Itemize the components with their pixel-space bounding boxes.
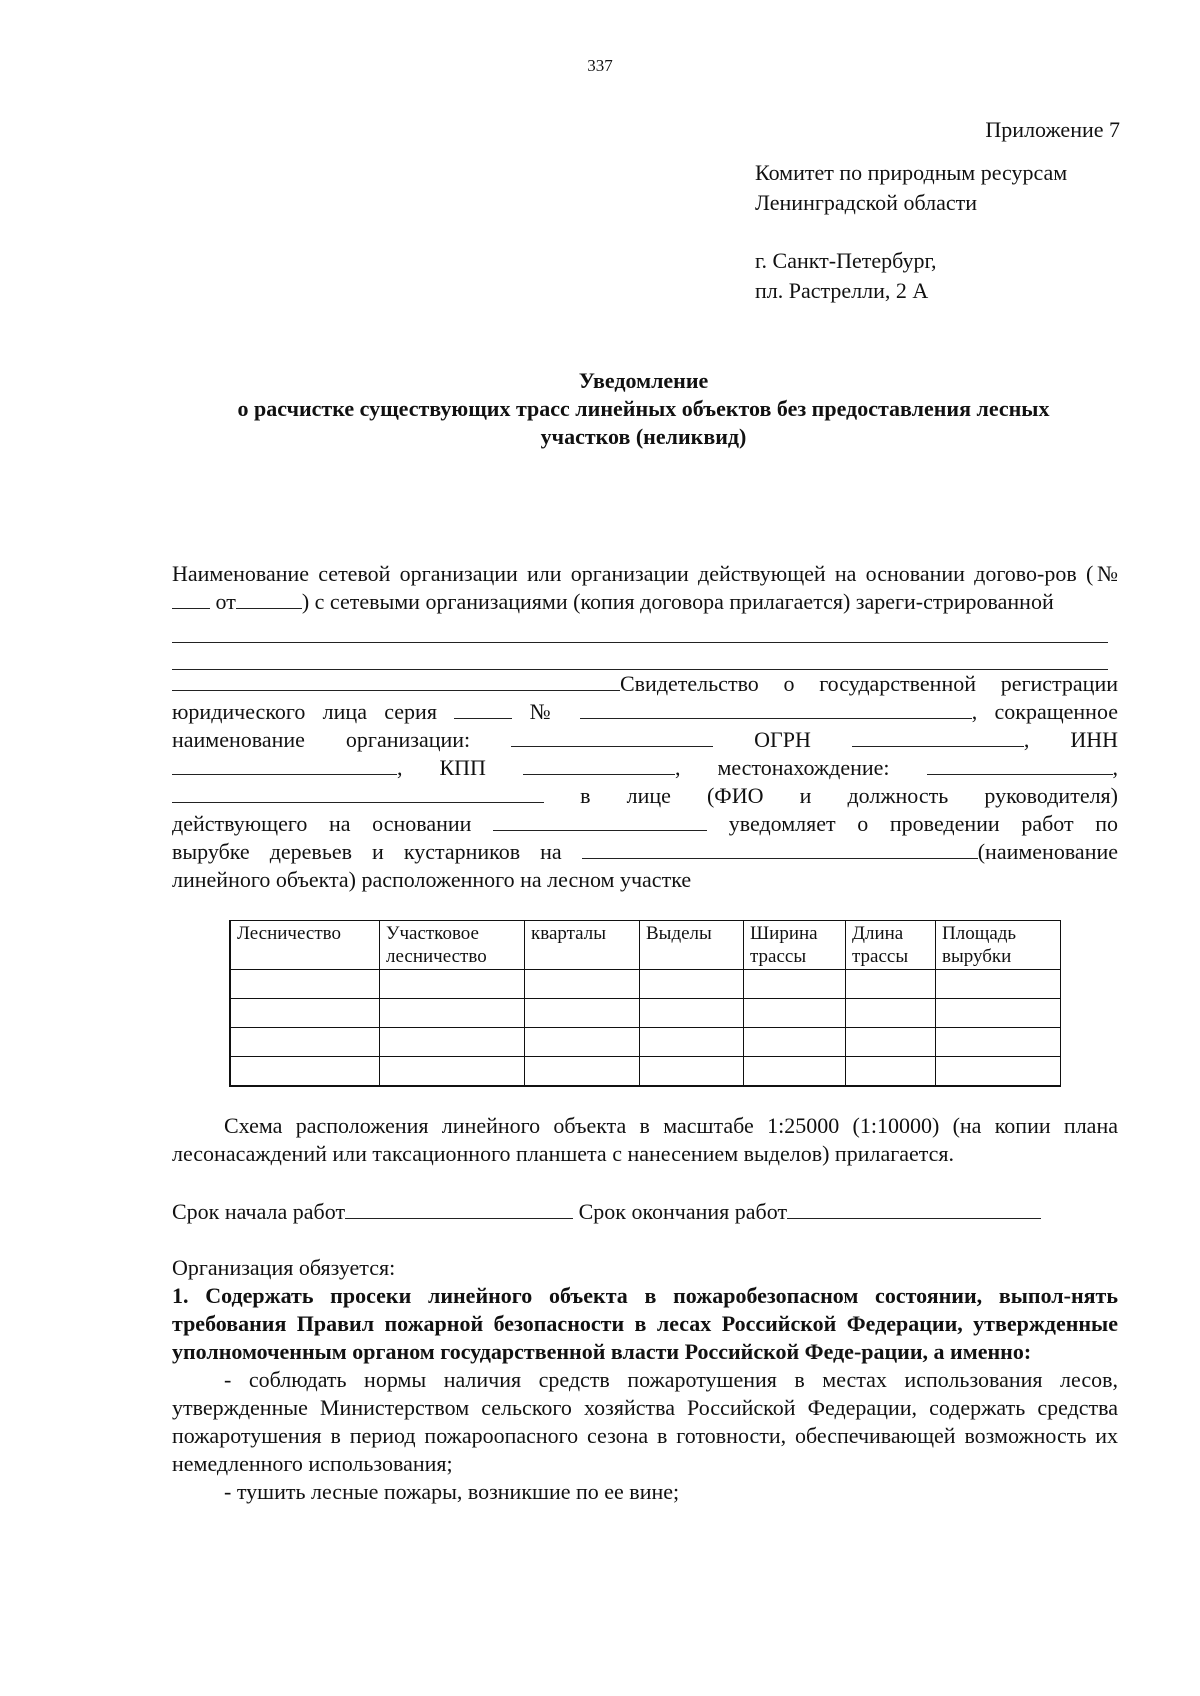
table-cell[interactable] [936,999,1061,1028]
located-label: линейного объекта) расположенного на лесном участке [172,867,692,892]
location-field[interactable] [927,754,1113,775]
obligation-item: 1. Содержать просеки линейного объекта в пожаробезопасном состоянии, выпол-нять требования Правил пожарной безопасности в лесах Российской Федерации, утвержденные уполномоченным органом государственной власти Российской Феде-рации, а именно: [172,1283,1118,1364]
in-person-label: в лице (ФИО и должность руководителя) [580,783,1119,808]
kpp-field[interactable] [523,754,675,775]
object-name-label: (наименование [977,839,1119,864]
page-number: 337 [587,56,613,75]
appendix-label: Приложение 7 [985,117,1120,142]
table-cell[interactable] [640,999,744,1028]
addressee-line: Комитет по природным ресурсам [755,160,1068,185]
spacer [755,218,1067,246]
work-dates-line [172,1198,1118,1226]
table-cell[interactable] [744,999,846,1028]
certificate-number-field[interactable] [580,698,972,719]
addressee-line: Ленинградской области [755,190,977,215]
forest-plot-table [229,920,1061,1087]
inn-label: ИНН [1070,727,1118,752]
table-row [230,970,1061,999]
series-label: юридического лица серия [172,699,437,724]
table-cell[interactable] [380,1028,525,1057]
table-cell[interactable] [380,970,525,999]
location-label: , местонахождение: [674,755,890,780]
table-cell[interactable] [525,1028,640,1057]
table-cell[interactable] [744,1057,846,1087]
table-header-cell: Длина трассы [846,921,936,970]
addressee-line: пл. Растрелли, 2 А [755,278,929,303]
table-cell[interactable] [936,1028,1061,1057]
felling-line [172,838,1118,866]
table-header-cell: кварталы [525,921,640,970]
table-cell[interactable] [846,1028,936,1057]
short-name-label: , сокращенное [971,699,1118,724]
location-continued-field[interactable] [172,782,544,803]
table-cell[interactable] [640,1057,744,1087]
table-cell[interactable] [744,1028,846,1057]
table-cell[interactable] [230,1057,380,1087]
inn-field[interactable] [172,754,397,775]
scheme-paragraph: Схема расположения линейного объекта в масштабе 1:25000 (1:10000) (на копии плана лесонасаждений или таксационного планшета с нанесением выделов) прилагается. [172,1113,1118,1166]
table-row [230,1028,1061,1057]
notifies-label: уведомляет о проведении работ по [728,811,1119,836]
certificate-label: Свидетельство о государственной регистрации [620,671,1118,696]
kpp-label: , КПП [397,755,486,780]
title-line: о расчистке существующих трасс линейных объектов без предоставления лесных [237,396,1050,421]
table-cell[interactable] [846,970,936,999]
table-header-row [230,921,1061,970]
title-line: участков (неликвид) [540,424,747,449]
intro-section [172,560,1118,894]
obligation-bullet: - тушить лесные пожары, возникшие по ее вине; [224,1479,680,1504]
table-cell[interactable] [380,999,525,1028]
obligations-section [172,1254,1118,1506]
ogrn-field[interactable] [852,726,1024,747]
table-cell[interactable] [936,970,1061,999]
addressee-block [755,158,1067,306]
title-line: Уведомление [578,368,709,393]
ogrn-label: ОГРН [754,727,811,752]
intro-text: Наименование сетевой организации или организации действующей на основании догово-ров (№ [172,561,1118,586]
kpp-line [172,754,1118,782]
table-cell[interactable] [640,970,744,999]
registration-blank-line[interactable] [172,616,1108,643]
number-label: № [529,699,563,724]
work-end-label: Срок окончания работ [578,1199,788,1224]
felling-label: вырубке деревьев и кустарников на [172,839,562,864]
table-header-cell: Площадь вырубки [936,921,1061,970]
contract-date-field[interactable] [236,588,302,609]
org-name-line [172,726,1118,754]
comma: , [1023,727,1030,752]
acting-line [172,810,1118,838]
contract-number-field[interactable] [172,588,210,609]
series-field[interactable] [454,698,512,719]
obligations-intro: Организация обязуется: [172,1255,396,1280]
registration-blank-line[interactable] [172,643,1108,670]
table-cell[interactable] [744,970,846,999]
intro-paragraph [172,560,1118,616]
table-cell[interactable] [525,970,640,999]
short-name-field[interactable] [511,726,713,747]
table-cell[interactable] [230,1028,380,1057]
table-cell[interactable] [936,1057,1061,1087]
intro-text: от [215,589,236,614]
basis-field[interactable] [493,810,707,831]
comma: , [1112,755,1119,780]
org-name-label: наименование организации: [172,727,471,752]
located-line [172,866,1118,894]
table-cell[interactable] [846,999,936,1028]
document-title [172,367,1115,451]
table-cell[interactable] [525,1057,640,1087]
addressee-line: г. Санкт-Петербург, [755,248,937,273]
table-cell[interactable] [640,1028,744,1057]
table-header-cell: Участковое лесничество [380,921,525,970]
table-cell[interactable] [525,999,640,1028]
intro-text: ) с сетевыми организациями (копия договора прилагается) зареги-стрированной [301,589,1054,614]
table-row [230,999,1061,1028]
table-header-cell: Ширина трассы [744,921,846,970]
table-cell[interactable] [230,970,380,999]
linear-object-field[interactable] [582,838,978,859]
table-header-cell: Выделы [640,921,744,970]
acting-label: действующего на основании [172,811,472,836]
work-end-field[interactable] [787,1198,1041,1219]
work-start-label: Срок начала работ [172,1199,346,1224]
table-row [230,1057,1061,1087]
person-line [172,782,1118,810]
obligation-bullet: - соблюдать нормы наличия средств пожаротушения в местах использования лесов, утвержденные Министерством сельского хозяйства Российской Федерации, содержать средства пожаротушения в период пожароопасного сезона в готовности, обеспечивающей возможность их немедленного использования; [172,1367,1118,1476]
work-start-field[interactable] [345,1198,573,1219]
series-line [172,698,1118,726]
certificate-line [172,670,1118,698]
organization-name-field[interactable] [172,670,620,691]
table-cell[interactable] [230,999,380,1028]
table-header-cell: Лесничество [230,921,380,970]
table-cell[interactable] [380,1057,525,1087]
table-cell[interactable] [846,1057,936,1087]
